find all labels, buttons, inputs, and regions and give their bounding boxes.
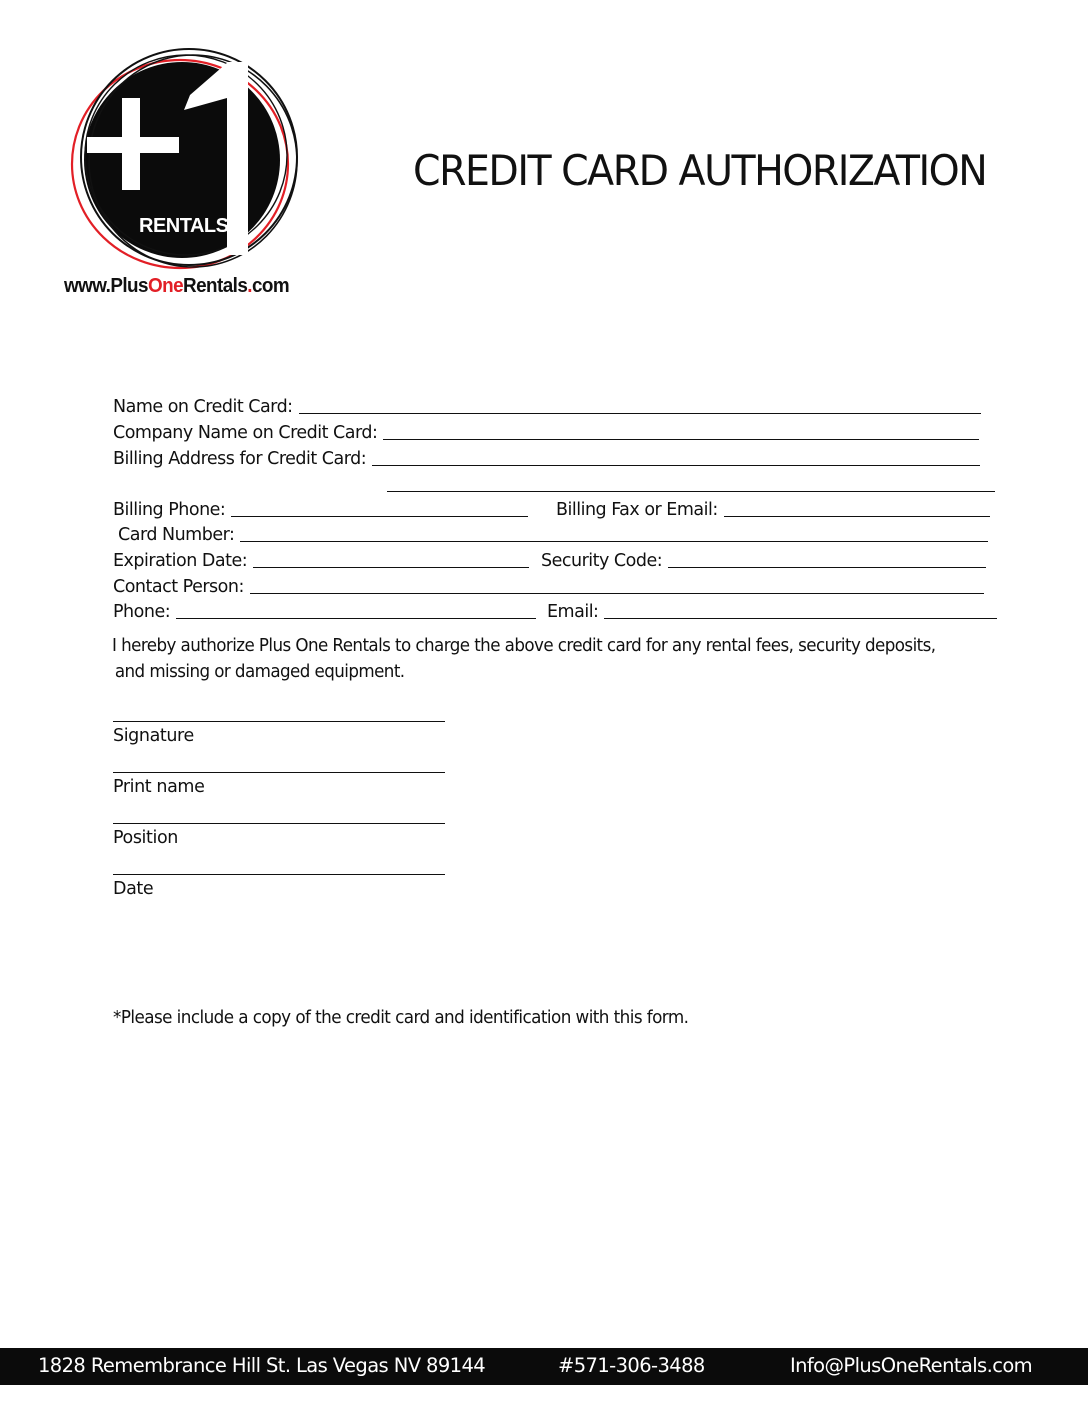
company-logo	[62, 40, 312, 275]
signature-label: Signature	[113, 726, 194, 746]
field-expiration-date	[113, 548, 529, 572]
field-label: Phone:	[113, 602, 171, 622]
field-label: Contact Person:	[113, 577, 244, 597]
name-on-card-input[interactable]	[299, 396, 981, 414]
page-title: CREDIT CARD AUTHORIZATION	[413, 146, 987, 195]
field-security-code	[541, 548, 986, 572]
position-block	[113, 823, 445, 848]
field-company-name	[113, 420, 979, 444]
billing-address-input[interactable]	[372, 448, 980, 466]
field-label: Name on Credit Card:	[113, 397, 293, 417]
email-input[interactable]	[604, 601, 997, 619]
print-name-block	[113, 772, 445, 797]
svg-text:RENTALS: RENTALS	[139, 215, 229, 237]
plus-one-rentals-logo-icon	[62, 40, 312, 275]
print-name-input[interactable]	[113, 772, 445, 773]
authorization-line-2: and missing or damaged equipment.	[114, 662, 405, 682]
field-contact-person	[113, 574, 984, 598]
field-label: Billing Address for Credit Card:	[113, 449, 367, 469]
footer-email[interactable]: Info@PlusOneRentals.com	[790, 1354, 1033, 1377]
field-billing-address	[113, 446, 980, 470]
authorization-statement	[112, 633, 1000, 685]
date-block	[113, 874, 445, 899]
signature-block	[113, 721, 445, 746]
date-input[interactable]	[113, 874, 445, 875]
field-billing-fax-email	[556, 497, 990, 521]
position-label: Position	[113, 828, 178, 848]
signature-input[interactable]	[113, 721, 445, 722]
field-email	[547, 599, 997, 623]
date-label: Date	[113, 879, 154, 899]
field-card-number	[118, 522, 988, 546]
footer-bar	[0, 1348, 1088, 1385]
field-billing-phone	[113, 497, 528, 521]
card-number-input[interactable]	[240, 524, 988, 542]
field-phone	[113, 599, 536, 623]
website-url[interactable]: www.PlusOneRentals.com	[64, 274, 290, 297]
position-input[interactable]	[113, 823, 445, 824]
field-label: Company Name on Credit Card:	[113, 423, 378, 443]
security-code-input[interactable]	[668, 550, 986, 568]
billing-fax-email-input[interactable]	[724, 499, 990, 517]
footer-address: 1828 Remembrance Hill St. Las Vegas NV 89144	[38, 1354, 486, 1377]
billing-phone-input[interactable]	[231, 499, 528, 517]
field-label: Email:	[547, 602, 599, 622]
field-label: Billing Fax or Email:	[556, 500, 718, 520]
field-label: Expiration Date:	[113, 551, 248, 571]
expiration-date-input[interactable]	[253, 550, 529, 568]
print-name-label: Print name	[113, 777, 205, 797]
field-label: Card Number:	[118, 525, 235, 545]
footer-phone[interactable]: #571-306-3488	[558, 1354, 705, 1377]
company-name-input[interactable]	[383, 422, 979, 440]
field-name-on-card	[113, 394, 981, 418]
billing-address-line2-input[interactable]	[387, 474, 995, 492]
phone-input[interactable]	[176, 601, 536, 619]
footnote: *Please include a copy of the credit card and identification with this form.	[113, 1008, 689, 1028]
field-label: Billing Phone:	[113, 500, 226, 520]
contact-person-input[interactable]	[250, 576, 984, 594]
field-label: Security Code:	[541, 551, 663, 571]
authorization-line-1: I hereby authorize Plus One Rentals to charge the above credit card for any rental fees, security deposits,	[112, 636, 936, 656]
field-billing-address-line2	[387, 472, 995, 496]
